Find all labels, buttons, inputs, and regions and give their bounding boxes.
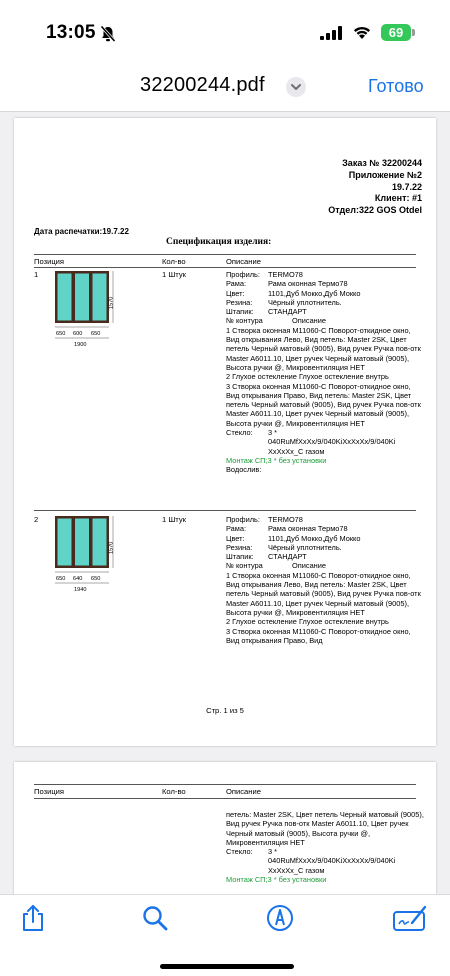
col-position: Позиция	[34, 787, 65, 796]
order-header	[328, 158, 422, 217]
page-number: Стр. 1 из 5	[206, 706, 244, 715]
table-rule	[34, 798, 416, 799]
document-title[interactable]: 32200244.pdf	[140, 74, 265, 96]
dim-total: 1940	[74, 587, 87, 593]
pdf-page-1	[14, 118, 436, 746]
dim-width-2: 640	[73, 576, 83, 582]
col-desc: Описание	[226, 787, 261, 796]
bell-slash-icon	[100, 25, 116, 43]
signature-icon[interactable]	[392, 903, 428, 933]
item-description-1: Профиль: TERMO78 Рама: Рама оконная Термо78 Цвет: 1101,Дуб Мокко,Дуб Мокко Резина: Чёрный уплотнитель. Штапик: СТАНДАРТ № контура Описание 1 Створка оконная M11060-C Поворот-откидное окно, Вид открывания Лево, Вид петель: Master 2SK, Цвет петель Черный матовый (9005), Вид ручек Ручка пов-отк Master A6011.10, Цвет ручек Черный матовый (9005), Высота ручки @, Микровентиляция НЕТ 2 Глухое остекление Глухое остекление внутрь 3 Створка оконная M11060-C Поворот-откидное окно, Вид открывания Право, Вид петель: Master 2SK, Цвет петель Черный матовый (9005), Вид ручек Ручка пов-отк Master A6011.10, Цвет ручек Черный матовый (9005), Высота ручки @, Микровентиляция НЕТ Стекло: 3 * 040RuMfXxXx/9/040KiXxXxXx/9/040Ki XxXxXx_C газом Монтаж СП;3 * без установки Водослив:	[226, 270, 421, 475]
share-icon[interactable]	[18, 903, 48, 933]
print-date: Дата распечатки:19.7.22	[34, 227, 129, 236]
done-button[interactable]: Готово	[368, 76, 424, 96]
dim-height: 1570	[108, 541, 115, 555]
bottom-toolbar	[0, 894, 450, 976]
dim-height: 1570	[108, 296, 115, 310]
col-position: Позиция	[34, 257, 65, 266]
dim-width-3: 650	[91, 576, 101, 582]
order-number: Заказ № 32200244	[342, 158, 422, 168]
appendix-number: Приложение №2	[348, 169, 422, 180]
markup-icon[interactable]	[265, 903, 295, 933]
battery-tip	[412, 29, 415, 36]
status-time: 13:05	[46, 22, 96, 43]
item-description-2: Профиль: TERMO78 Рама: Рама оконная Термо78 Цвет: 1101,Дуб Мокко,Дуб Мокко Резина: Чёрный уплотнитель. Штапик: СТАНДАРТ № контура Описание 1 Створка оконная M11060-C Поворот-откидное окно, Вид открывания Лево, Вид петель: Master 2SK, Цвет петель Черный матовый (9005), Вид ручек Ручка пов-отк Master A6011.10, Цвет ручек Черный матовый (9005), Высота ручки @, Микровентиляция НЕТ 2 Глухое остекление Глухое остекление внутрь 3 Створка оконная M11060-C Поворот-откидное окно, Вид открывания Право, Вид	[226, 515, 421, 645]
home-indicator	[160, 964, 294, 969]
item-description-continued: петель: Master 2SK, Цвет петель Черный матовый (9005), Вид ручек Ручка пов-отк Master A6011.10, Цвет ручек Черный матовый (9005), Высота ручки @, Микровентиляция НЕТ Стекло: 3 * 040RuMfXxXx/9/040KiXxXxXx/9/040Ki XxXxXx_C газом Монтаж СП;3 * без установки	[226, 810, 424, 885]
client: Клиент: #1	[374, 193, 422, 204]
item-position: 1	[34, 270, 39, 279]
wifi-icon	[352, 24, 372, 40]
item-position: 2	[34, 515, 39, 524]
spec-title: Спецификация изделия:	[166, 237, 272, 247]
battery-indicator: 69	[381, 24, 411, 41]
search-icon[interactable]	[140, 903, 170, 933]
dim-width-3: 650	[91, 331, 101, 337]
dim-width-1: 650	[56, 331, 66, 337]
col-desc: Описание	[226, 257, 261, 266]
item-qty: 1 Штук	[162, 515, 186, 524]
dim-width-1: 650	[56, 576, 66, 582]
pdf-viewer[interactable]	[0, 112, 450, 894]
item-qty: 1 Штук	[162, 270, 186, 279]
department: Отдел:322 GOS Otdel	[328, 205, 422, 216]
window-drawing-2	[54, 515, 134, 597]
signal-icon	[320, 26, 342, 40]
dim-width-2: 600	[73, 331, 83, 337]
table-rule	[34, 784, 416, 785]
chevron-down-icon	[286, 77, 306, 97]
dim-total: 1900	[74, 342, 87, 348]
table-rule	[34, 254, 416, 255]
order-date: 19.7.22	[391, 181, 422, 192]
col-qty: Кол-во	[162, 257, 186, 266]
table-rule	[34, 510, 416, 511]
title-menu-button[interactable]	[286, 77, 306, 97]
status-bar	[0, 0, 450, 56]
nav-bar	[0, 56, 450, 112]
window-drawing-1	[54, 270, 134, 352]
col-qty: Кол-во	[162, 787, 186, 796]
table-rule	[34, 267, 416, 268]
pdf-page-2	[14, 762, 436, 894]
